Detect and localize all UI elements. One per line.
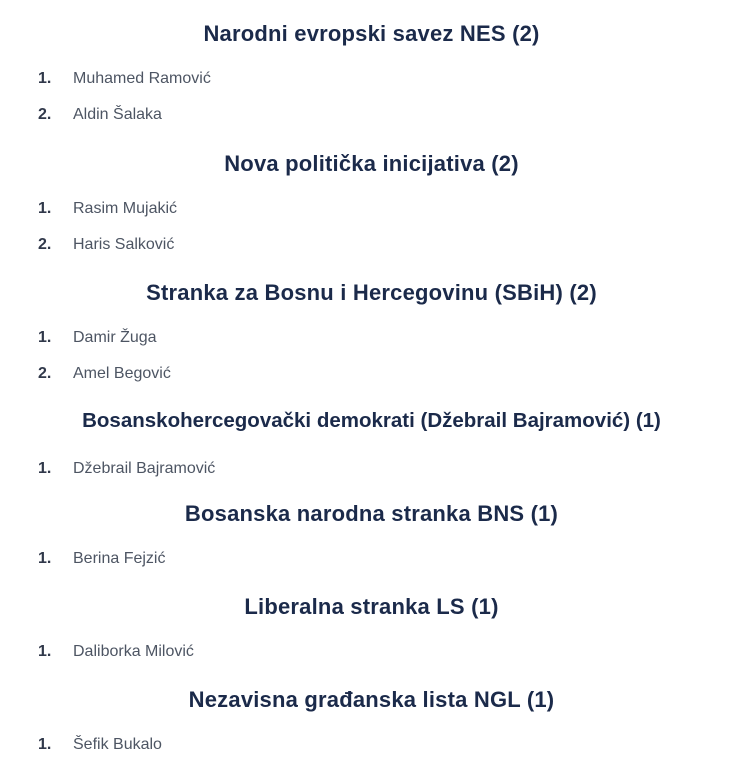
member-name: Haris Salković (73, 236, 175, 253)
member-number: 1. (38, 70, 52, 87)
party-section (0, 501, 743, 579)
member-number: 1. (38, 460, 52, 477)
member-number: 2. (38, 106, 52, 123)
member-list (0, 729, 743, 765)
party-section (0, 21, 743, 135)
member-number: 1. (38, 200, 52, 217)
member-name: Muhamed Ramović (73, 70, 211, 87)
party-title: Narodni evropski savez NES (2) (203, 21, 540, 46)
party-section (0, 151, 743, 265)
member-name: Aldin Šalaka (73, 106, 162, 123)
member-number: 2. (38, 236, 52, 253)
member-list (0, 453, 743, 489)
party-section (0, 687, 743, 765)
party-section (0, 408, 743, 489)
party-title: Bosanskohercegovački demokrati (Džebrail Bajramović) (1) (82, 409, 661, 432)
list-item (0, 543, 743, 579)
list-item (0, 636, 743, 672)
party-title: Stranka za Bosnu i Hercegovinu (SBiH) (2) (146, 280, 597, 305)
party-title: Bosanska narodna stranka BNS (1) (184, 501, 559, 526)
party-section (0, 594, 743, 672)
member-name: Džebrail Bajramović (73, 460, 216, 477)
member-list (0, 193, 743, 265)
member-number: 1. (38, 329, 52, 346)
member-number: 1. (38, 736, 52, 753)
list-item (0, 322, 743, 358)
party-title: Nezavisna građanska lista NGL (1) (188, 687, 555, 712)
party-title: Nova politička inicijativa (2) (224, 151, 519, 176)
list-item (0, 193, 743, 229)
member-name: Daliborka Milović (73, 643, 194, 660)
list-item (0, 99, 743, 135)
list-item (0, 729, 743, 765)
member-name: Šefik Bukalo (73, 736, 162, 753)
member-name: Berina Fejzić (73, 550, 166, 567)
member-number: 1. (38, 643, 52, 660)
member-name: Rasim Mujakić (73, 200, 178, 217)
list-item (0, 453, 743, 489)
list-item (0, 358, 743, 394)
member-list (0, 636, 743, 672)
member-list (0, 322, 743, 394)
member-name: Amel Begović (73, 365, 171, 382)
member-list (0, 63, 743, 135)
party-title: Liberalna stranka LS (1) (244, 594, 499, 619)
member-list (0, 543, 743, 579)
list-item (0, 63, 743, 99)
member-number: 2. (38, 365, 52, 382)
member-number: 1. (38, 550, 52, 567)
list-item (0, 229, 743, 265)
member-name: Damir Žuga (73, 329, 157, 346)
party-section (0, 280, 743, 394)
